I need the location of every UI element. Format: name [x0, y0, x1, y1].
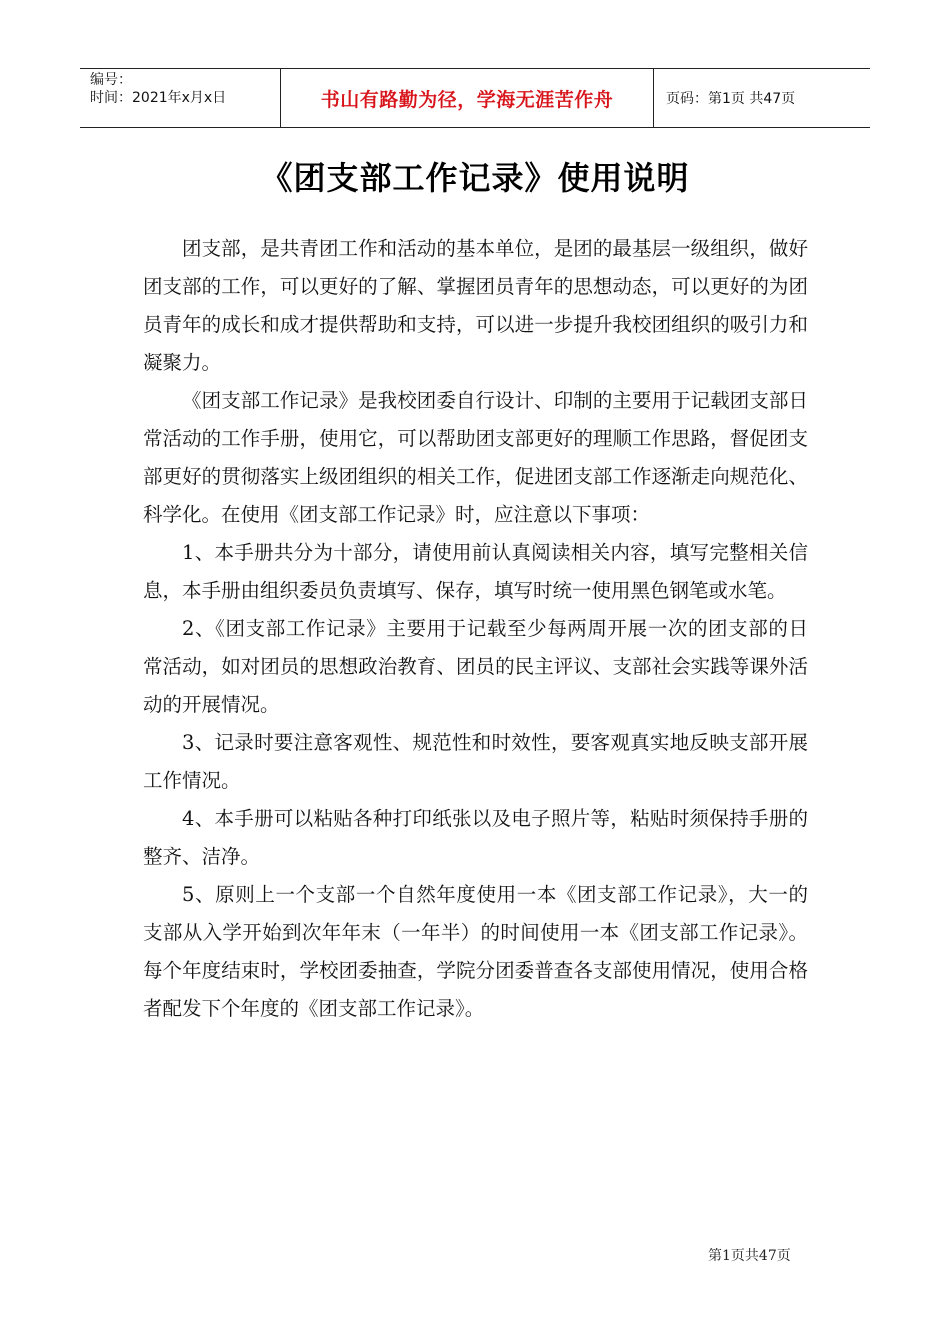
header-meta-cell [80, 69, 281, 127]
header-page-cell [654, 69, 870, 127]
page-info-label: 页码：第1页 共47页 [666, 91, 796, 107]
motto-text: 书山有路勤为径，学海无涯苦作舟 [320, 88, 614, 111]
paragraph-purpose: 《团支部工作记录》是我校团委自行设计、印制的主要用于记载团支部日常活动的工作手册，使用它，可以帮助团支部更好的理顺工作思路，督促团支部更好的贯彻落实上级团组织的相关工作，促进团支部工作逐渐走向规范化、科学化。在使用《团支部工作记录》时，应注意以下事项： [143, 389, 808, 526]
paragraph-item-2: 2、《团支部工作记录》主要用于记载至少每两周开展一次的团支部的日常活动，如对团员的思想政治教育、团员的民主评议、支部社会实践等课外活动的开展情况。 [143, 617, 808, 716]
page-title: 《团支部工作记录》使用说明 [260, 159, 690, 197]
page-footer-number: 第1页共47页 [708, 1248, 791, 1264]
paragraph-item-5: 5、原则上一个支部一个自然年度使用一本《团支部工作记录》，大一的支部从入学开始到次年年末（一年半）的时间使用一本《团支部工作记录》。每个年度结束时，学校团委抽查，学院分团委普查各支部使用情况，使用合格者配发下个年度的《团支部工作记录》。 [143, 883, 808, 1020]
header-table [80, 68, 870, 128]
document-date-label: 时间：2021年x月x日 [90, 90, 227, 106]
document-number-label: 编号： [90, 72, 132, 88]
document-body [143, 230, 808, 1028]
paragraph-item-1: 1、本手册共分为十部分，请使用前认真阅读相关内容，填写完整相关信息，本手册由组织委员负责填写、保存，填写时统一使用黑色钢笔或水笔。 [143, 541, 808, 602]
paragraph-item-3: 3、记录时要注意客观性、规范性和时效性，要客观真实地反映支部开展工作情况。 [143, 731, 808, 792]
paragraph-item-4: 4、本手册可以粘贴各种打印纸张以及电子照片等，粘贴时须保持手册的整齐、洁净。 [143, 807, 808, 868]
paragraph-intro: 团支部，是共青团工作和活动的基本单位，是团的最基层一级组织，做好团支部的工作，可以更好的了解、掌握团员青年的思想动态，可以更好的为团员青年的成长和成才提供帮助和支持，可以进一步提升我校团组织的吸引力和凝聚力。 [143, 237, 808, 374]
header-motto-cell [281, 69, 654, 127]
